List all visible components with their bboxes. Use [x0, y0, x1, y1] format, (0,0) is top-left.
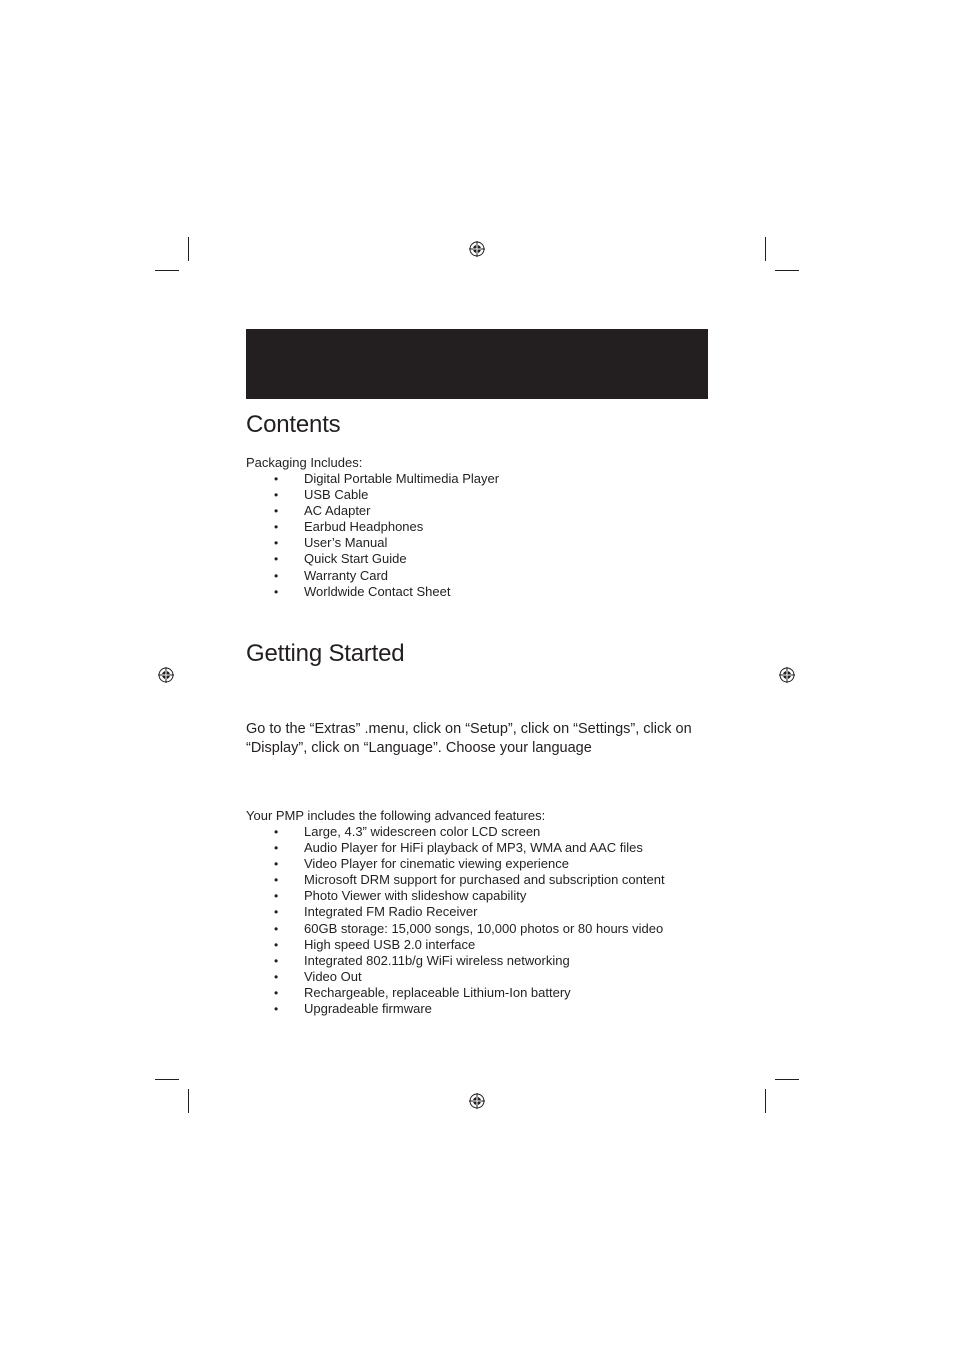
bullet: •: [274, 536, 279, 551]
bullet: •: [274, 520, 279, 535]
bullet: •: [274, 873, 279, 888]
bullet: •: [274, 857, 279, 872]
bullet: •: [274, 504, 279, 519]
header-bar: [246, 329, 708, 399]
registration-mark-icon: [158, 667, 174, 683]
bullet: •: [274, 889, 279, 904]
crop-mark-top-left-horizontal: [155, 270, 179, 271]
getting-started-heading: Getting Started: [246, 640, 405, 667]
bullet: •: [274, 905, 279, 920]
bullet: •: [274, 552, 279, 567]
bullet: •: [274, 985, 279, 1000]
bullet: •: [274, 825, 279, 839]
features-intro: Your PMP includes the following advanced features:: [246, 808, 546, 823]
crop-mark-bottom-right-horizontal: [775, 1079, 799, 1080]
bullet: •: [274, 953, 279, 968]
crop-mark-bottom-left-horizontal: [155, 1079, 179, 1080]
crop-mark-bottom-left-vertical: [188, 1089, 189, 1113]
bullet: •: [274, 472, 279, 486]
bullet: •: [274, 488, 279, 503]
crop-mark-top-left-vertical: [188, 237, 189, 261]
bullet: •: [274, 1002, 279, 1017]
registration-mark-icon: [469, 1093, 485, 1109]
bullet: •: [274, 937, 279, 952]
contents-heading: Contents: [246, 411, 341, 438]
bullet: •: [274, 921, 279, 936]
language-instruction: Go to the “Extras” .menu, click on “Setup”, click on “Settings”, click on “Display”, click on “Language”. Choose your language: [246, 721, 692, 756]
bullet: •: [274, 584, 279, 599]
registration-mark-icon: [779, 667, 795, 683]
crop-mark-top-right-horizontal: [775, 270, 799, 271]
bullet: •: [274, 841, 279, 856]
packaging-intro: Packaging Includes:: [246, 455, 363, 470]
bullet: •: [274, 969, 279, 984]
bullet: •: [274, 568, 279, 583]
crop-mark-bottom-right-vertical: [765, 1089, 766, 1113]
crop-mark-top-right-vertical: [765, 237, 766, 261]
registration-mark-icon: [469, 241, 485, 257]
